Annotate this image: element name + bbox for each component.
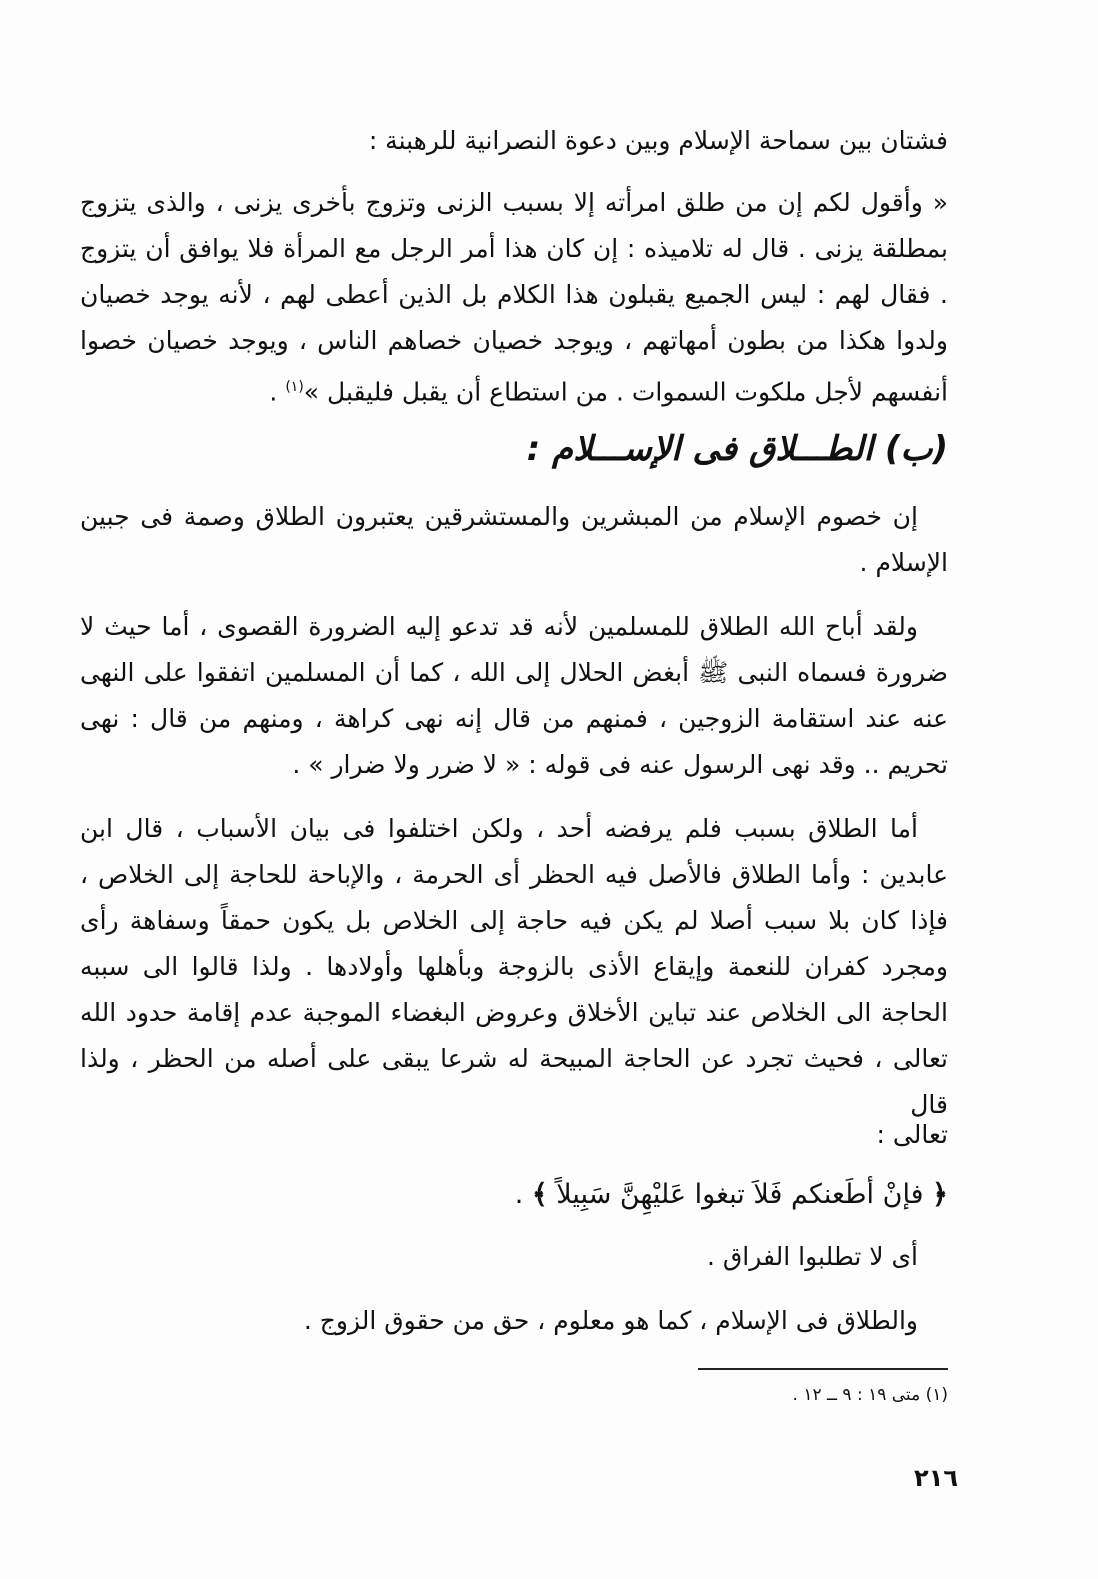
verse-open-bracket: ﴿ (932, 1179, 948, 1210)
section-heading: (ب) الطـــلاق فى الإســـلام : (526, 429, 948, 469)
page-number: ٢١٦ (914, 1464, 958, 1492)
paragraph-quote-gospel (80, 180, 948, 415)
intro-line: فشتان بين سماحة الإسلام وبين دعوة النصرانية للرهبنة : (368, 126, 948, 155)
verse-text: فإنْ أطَعنكم فَلاَ تبغوا عَليْهِنَّ سَبِيلاً (547, 1179, 933, 1210)
footnote-reference: (١) (285, 379, 304, 395)
paragraph-permission: ولقد أباح الله الطلاق للمسلمين لأنه قد تدعو إليه الضرورة القصوى ، أما حيث لا ضرورة فسماه النبى ﷺ أبغض الحلال إلى الله ، كما أن المسلمين اتفقوا على النهى عنه عند استقامة الزوجين ، فمنهم من قال إنه نهى كراهة ، ومنهم من قال : نهى تحريم .. وقد نهى الرسول عنه فى قوله : « لا ضرر ولا ضرار » . (80, 612, 948, 779)
verse-end: . (514, 1179, 532, 1210)
paragraph-quote-end: . (269, 377, 286, 407)
paragraph-meaning: أى لا تطلبوا الفراق . (707, 1242, 918, 1271)
footnote-divider (698, 1368, 948, 1370)
verse-close-bracket: ﴾ (531, 1179, 548, 1210)
paragraph-ibn-abidin: أما الطلاق بسبب فلم يرفضه أحد ، ولكن اختلفوا فى بيان الأسباب ، قال ابن عابدين : وأما الطلاق فالأصل فيه الحظر أى الحرمة ، والإباحة للحاجة إلى الخلاص ، فإذا كان بلا سبب أصلا لم يكن فيه حاجة إلى الخلاص بل يكون حمقاً وسفاهة رأى ومجرد كفران للنعمة وإيقاع الأذى بالزوجة وبأهلها وأولادها . ولذا قالوا الى سببه الحاجة الى الخلاص عند تباين الأخلاق وعروض البغضاء الموجبة عدم إقامة حدود الله تعالى ، فحيث تجرد عن الحاجة المبيحة له شرعا يبقى على أصله من الحظر ، ولذا قال (80, 814, 948, 1119)
paragraph-quote-text: « وأقول لكم إن من طلق امرأته إلا بسبب الزنى وتزوج بأخرى يزنى ، والذى يتزوج بمطلقة يزنى . قال له تلاميذه : إن كان هذا أمر الرجل مع المرأة فلا يوافق أن يتزوج . فقال لهم : ليس الجميع يقبلون هذا الكلام بل الذين أعطى لهم ، لأنه يوجد خصيان ولدوا هكذا من بطون أمهاتهم ، ويوجد خصيان خصاهم الناس ، ويوجد خصيان خصوا أنفسهم لأجل ملكوت السموات . من استطاع أن يقبل فليقبل » (80, 188, 948, 407)
paragraph-critics: إن خصوم الإسلام من المبشرين والمستشرقين يعتبرون الطلاق وصمة فى جبين الإسلام . (80, 502, 948, 577)
quran-verse (515, 1172, 948, 1218)
paragraph-husband-right: والطلاق فى الإسلام ، كما هو معلوم ، حق من حقوق الزوج . (303, 1306, 918, 1335)
paragraph-taala: تعالى : (876, 1120, 948, 1149)
footnote: (١) متى ١٩ : ٩ ــ ١٢ . (792, 1385, 948, 1405)
